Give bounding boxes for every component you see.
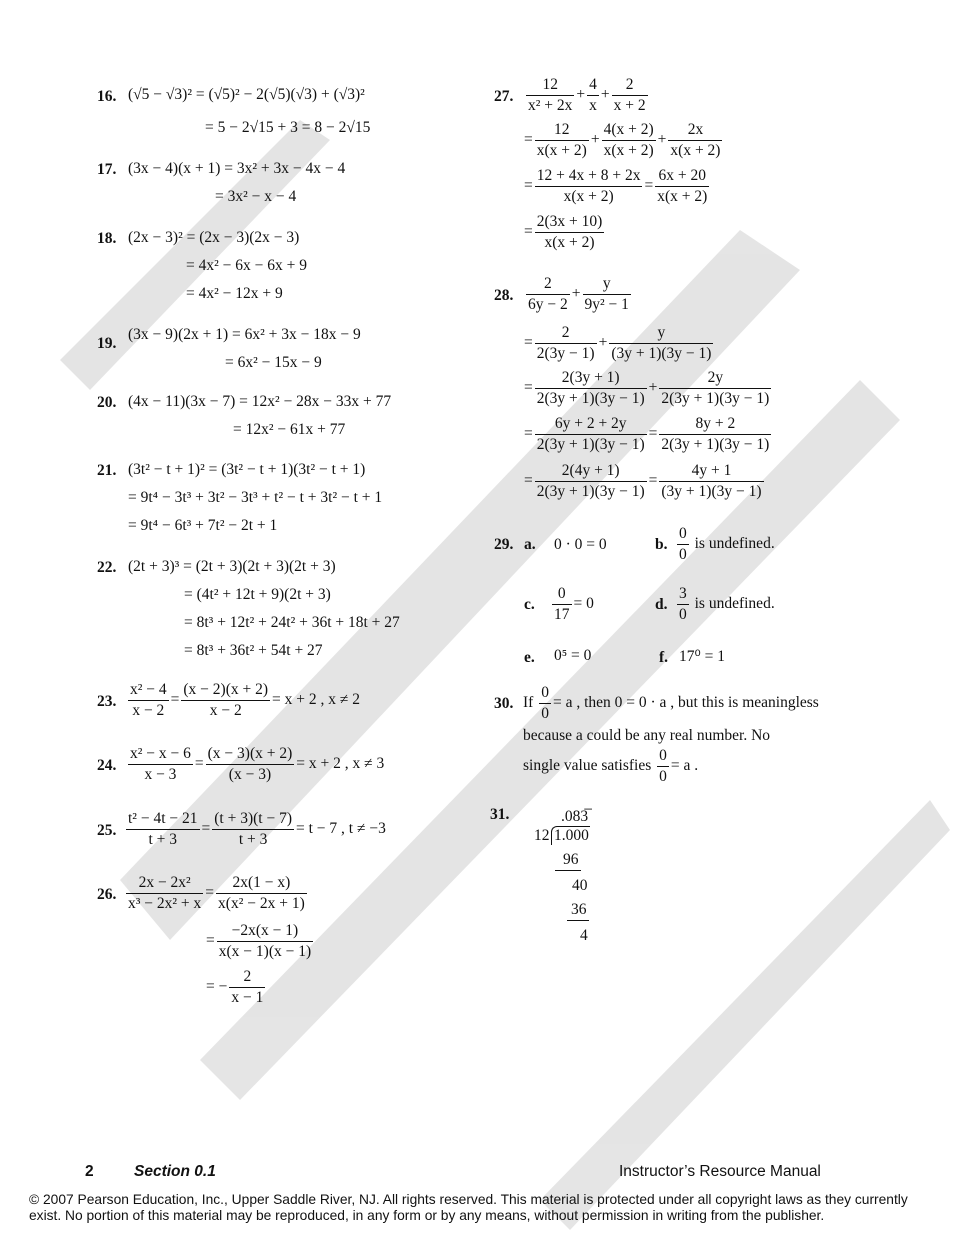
equation-line: $\frac{\text{t² − 4t − 21}}{t + 3}$ = $\frac{(t + 3)(t - 7)}{t + 3}$ = t − 7 , t ≠ −3 <box>128 810 386 848</box>
equation-line: = $\frac{2(4y + 1)}{2(3y + 1)(3y - 1)}$ = $\frac{4y + 1}{(3y + 1)(3y - 1)}$ <box>524 462 762 500</box>
equation-line: = $\frac{12}{x(x + 2)}$ + $\frac{4(x + 2)}{x(x + 2)}$ + $\frac{2x}{x(x + 2)}$ <box>524 121 721 159</box>
equation-line: single value satisfies $\frac{0}{0}$ = a . <box>523 747 699 785</box>
problem-number: 22. <box>97 559 117 576</box>
problem-number: 17. <box>97 161 117 178</box>
part-label: e. <box>524 649 535 666</box>
equation-line: (3x − 9)(2x + 1) = 6x² + 3x − 18x − 9 <box>128 326 361 343</box>
section-title: Section 0.1 <box>134 1163 216 1180</box>
equation-line: = 6x² − 15x − 9 <box>225 354 322 371</box>
manual-title: Instructor’s Resource Manual <box>619 1163 821 1180</box>
problem-number: 16. <box>97 88 117 105</box>
equation-line: = $\frac{2(3y + 1)}{2(3y + 1)(3y - 1)}$ + $\frac{2y}{2(3y + 1)(3y - 1)}$ <box>524 369 770 407</box>
equation-line: $\frac{2}{6y - 2}$ + $\frac{y}{\text{9y² − 1}}$ <box>528 275 629 313</box>
equation-line: = 3x² − x − 4 <box>215 188 297 205</box>
division-rule <box>567 920 589 921</box>
equation-line: $\frac{0}{17}$ = 0 <box>554 585 594 623</box>
equation-line: because a could be any real number. No <box>523 727 771 744</box>
problem-number: 18. <box>97 230 117 247</box>
page-number: 2 <box>85 1163 94 1180</box>
division-step: 96 <box>563 851 579 868</box>
equation-line: = 8t³ + 36t² + 54t + 27 <box>184 642 323 659</box>
part-label: b. <box>655 536 668 553</box>
copyright-notice: © 2007 Pearson Education, Inc., Upper Saddle River, NJ. All rights reserved. This material is protected under all copyright laws as they currently exist. No portion of this material may be reproduced, in any form or by any means, without permission in writing from the publisher. <box>29 1192 908 1223</box>
equation-line: $\frac{3}{0}$ is undefined. <box>679 585 775 623</box>
equation-line: = 4x² − 12x + 9 <box>186 285 283 302</box>
fraction: $\frac{\text{x² − x − 6}}{x - 3}$ <box>130 745 191 783</box>
equation-line: 0⁵ = 0 <box>554 647 592 664</box>
equation-line: = $\frac{2}{2(3y - 1)}$ + $\frac{y}{(3y + 1)(3y - 1)}$ <box>524 324 712 362</box>
part-label: f. <box>659 649 669 666</box>
fraction: $\frac{\text{t² − 4t − 21}}{t + 3}$ <box>128 810 198 848</box>
equation-line: = $\frac{-2x(x - 1)}{x(x - 1)(x - 1)}$ <box>206 922 312 960</box>
equation-line: (2x − 3)² = (2x − 3)(2x − 3) <box>128 229 300 246</box>
equation-line: = 9t⁴ − 6t³ + 7t² − 2t + 1 <box>128 517 278 534</box>
part-label: c. <box>524 596 535 613</box>
equation-line: = $\frac{2(3x + 10)}{x(x + 2)}$ <box>524 213 603 251</box>
division-dividend: 1.000 <box>554 827 589 844</box>
equation-line: $\frac{12}{\text{x² + 2x}}$ + $\frac{4}{x}$ + $\frac{2}{x + 2}$ <box>528 76 646 114</box>
problem-number: 25. <box>97 822 117 839</box>
problem-number: 19. <box>97 335 117 352</box>
fraction: $\frac{2}{x - 1}$ <box>231 968 264 1006</box>
equation-line: 0 · 0 = 0 <box>554 536 607 553</box>
problem-number: 28. <box>494 287 514 304</box>
fraction: $\frac{(x - 3)(x + 2)}{(x - 3)}$ <box>207 745 293 783</box>
equation-line: = (4t² + 12t + 9)(2t + 3) <box>184 586 331 603</box>
equation-line: $\frac{0}{0}$ is undefined. <box>679 525 775 563</box>
fraction: $\frac{\text{x² − 4}}{x - 2}$ <box>130 681 167 719</box>
equation-line: $\frac{\text{x² − 4}}{x - 2}$ = $\frac{(x - 2)(x + 2)}{x - 2}$ = x + 2 , x ≠ 2 <box>130 681 361 719</box>
problem-number: 31. <box>490 806 510 823</box>
division-step: 4 <box>580 927 588 944</box>
equation-line: = 12x² − 61x + 77 <box>233 421 346 438</box>
problem-number: 29. <box>494 536 514 553</box>
problem-number: 23. <box>97 693 117 710</box>
equation-line: = 9t⁴ − 3t³ + 3t² − 3t³ + t² − t + 3t² − t + 1 <box>128 489 383 506</box>
fraction: $\frac{2x(1 - x)}{\text{x(x² − 2x + 1)}}$ <box>218 874 305 912</box>
division-rule <box>555 870 581 871</box>
division-step: 36 <box>571 901 587 918</box>
equation-line: = 5 − 2√15 + 3 = 8 − 2√15 <box>205 119 371 136</box>
problem-number: 27. <box>494 88 514 105</box>
problem-number: 30. <box>494 695 514 712</box>
division-quotient: .083̅ <box>561 808 589 825</box>
problem-number: 24. <box>97 757 117 774</box>
equation-line: (3t² − t + 1)² = (3t² − t + 1)(3t² − t + 1) <box>128 461 366 478</box>
problem-number: 21. <box>97 462 117 479</box>
fraction: $\frac{\text{2x − 2x²}}{\text{x³ − 2x² + x}}$ <box>128 874 202 912</box>
problem-number: 20. <box>97 394 117 411</box>
part-label: a. <box>524 536 536 553</box>
part-label: d. <box>655 596 668 613</box>
division-divisor: 12 <box>534 827 550 844</box>
equation-line: (3x − 4)(x + 1) = 3x² + 3x − 4x − 4 <box>128 160 346 177</box>
equation-line: = $\frac{6y + 2 + 2y}{2(3y + 1)(3y - 1)}$ = $\frac{8y + 2}{2(3y + 1)(3y - 1)}$ <box>524 415 770 453</box>
equation-line: $\frac{\text{2x − 2x²}}{\text{x³ − 2x² + x}}$ = $\frac{2x(1 - x)}{\text{x(x² − 2x + 1)}}$ <box>128 874 305 912</box>
equation-line: 17⁰ = 1 <box>679 648 725 665</box>
equation-line: = − $\frac{2}{x - 1}$ <box>206 968 264 1006</box>
fraction: $\frac{(x - 2)(x + 2)}{x - 2}$ <box>183 681 269 719</box>
equation-line: (4x − 11)(3x − 7) = 12x² − 28x − 33x + 77 <box>128 393 392 410</box>
equation-line: (√5 − √3)² = (√5)² − 2(√5)(√3) + (√3)² <box>128 86 365 103</box>
fraction: $\frac{-2x(x - 1)}{x(x - 1)(x - 1)}$ <box>218 922 312 960</box>
equation-line: = 4x² − 6x − 6x + 9 <box>186 257 307 274</box>
equation-line: $\frac{\text{x² − x − 6}}{x - 3}$ = $\frac{(x - 3)(x + 2)}{(x - 3)}$ = x + 2 , x ≠ 3 <box>130 745 385 783</box>
equation-line: (2t + 3)³ = (2t + 3)(2t + 3)(2t + 3) <box>128 558 336 575</box>
equation-line: If $\frac{0}{0}$ = a , then 0 = 0 · a , but this is meaningless <box>523 684 819 722</box>
equation-line: = 8t³ + 12t² + 24t² + 36t + 18t + 27 <box>184 614 400 631</box>
fraction: $\frac{(t + 3)(t - 7)}{t + 3}$ <box>214 810 292 848</box>
problem-number: 26. <box>97 886 117 903</box>
division-step: 40 <box>572 877 588 894</box>
equation-line: = $\frac{12 + 4x + 8 + 2x}{x(x + 2)}$ = $\frac{6x + 20}{x(x + 2)}$ <box>524 167 708 205</box>
